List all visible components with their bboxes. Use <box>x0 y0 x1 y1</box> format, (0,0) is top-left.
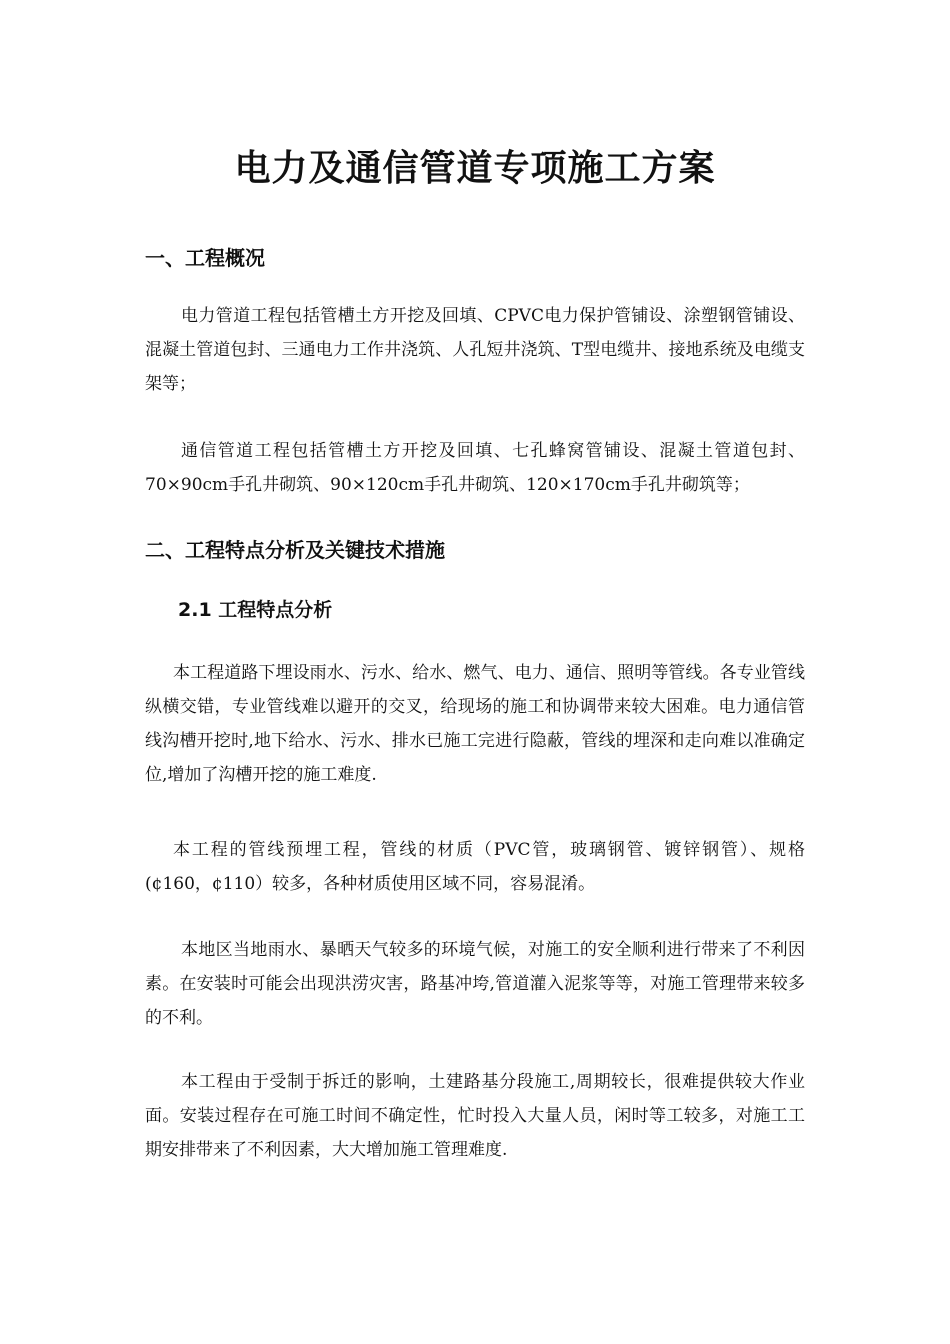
section-heading-overview: 一、工程概况 <box>145 246 265 270</box>
paragraph-telecom-pipeline: 通信管道工程包括管槽土方开挖及回填、七孔蜂窝管铺设、混凝土管道包封、70×90cm手孔井砌筑、90×120cm手孔井砌筑、120×170cm手孔井砌筑等； <box>145 441 805 495</box>
paragraph-demolition: 本工程由于受制于拆迁的影响，土建路基分段施工,周期较长，很难提供较大作业面。安装过程存在可施工时间不确定性，忙时投入大量人员，闲时等工较多，对施工工期安排带来了不利因素，大大增加施工管理难度. <box>145 1072 805 1160</box>
subsection-heading-features: 2.1 工程特点分析 <box>178 599 333 621</box>
section-heading-analysis: 二、工程特点分析及关键技术措施 <box>145 538 445 562</box>
paragraph-pipeline-crossing: 本工程道路下埋设雨水、污水、给水、燃气、电力、通信、照明等管线。各专业管线纵横交错，专业管线难以避开的交叉，给现场的施工和协调带来较大困难。电力通信管线沟槽开挖时,地下给水、污水、排水已施工完进行隐蔽，管线的埋深和走向难以准确定位,增加了沟槽开挖的施工难度. <box>145 663 805 785</box>
paragraph-weather: 本地区当地雨水、暴晒天气较多的环境气候，对施工的安全顺利进行带来了不利因素。在安装时可能会出现洪涝灾害，路基冲垮,管道灌入泥浆等等，对施工管理带来较多的不利。 <box>145 940 805 1028</box>
paragraph-pipe-materials: 本工程的管线预埋工程，管线的材质（PVC管，玻璃钢管、镀锌钢管）、规格(¢160，¢110）较多，各种材质使用区域不同，容易混淆。 <box>145 840 805 894</box>
document-title: 电力及通信管道专项施工方案 <box>234 147 716 189</box>
paragraph-power-pipeline: 电力管道工程包括管槽土方开挖及回填、CPVC电力保护管铺设、涂塑钢管铺设、混凝土管道包封、三通电力工作井浇筑、人孔短井浇筑、T型电缆井、接地系统及电缆支架等； <box>145 306 805 394</box>
